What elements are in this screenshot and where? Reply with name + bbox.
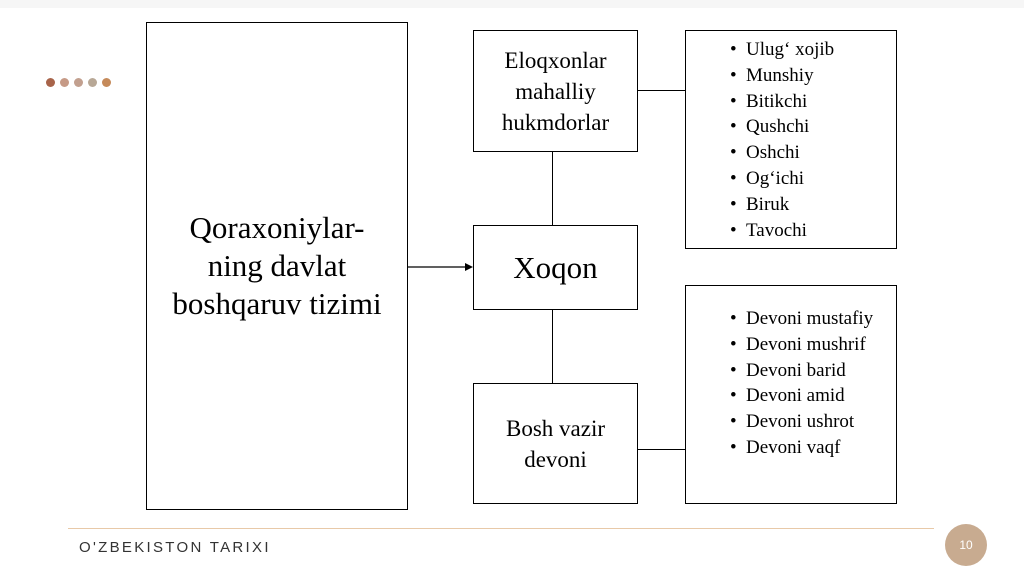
divans-box [685,285,897,504]
local-rulers-label: Eloqxonlar mahalliy hukmdorlar [501,47,610,135]
list-item: • Devoni ushrot [730,409,896,435]
vizier-divan-label: Bosh vazir devoni [505,415,605,472]
list-item: • Devoni mushrif [730,332,896,358]
list-item: • Devoni amid [730,383,896,409]
government-system-label: Qoraxoniylar-ning davlat boshqaruv tizimi [172,210,382,321]
khan-label: Xoqon [513,249,598,285]
officials-list [730,37,834,243]
local-rulers-box [473,30,638,152]
list-item: • Munshiy [730,63,834,89]
list-item: • Oshchi [730,140,834,166]
list-item: • Tavochi [730,218,834,244]
list-item: • Biruk [730,192,834,218]
list-item: • Devoni vaqf [730,435,896,461]
page-number: 10 [959,538,973,552]
list-item: • Og‘ichi [730,166,834,192]
list-item: • Ulug‘ xojib [730,37,834,63]
connector-divans [638,449,685,450]
khan-box [473,225,638,310]
list-item: • Bitikchi [730,89,834,115]
officials-box [685,30,897,249]
footer-divider [68,528,934,529]
connector-khan-top [552,152,553,225]
list-item: • Devoni mustafiy [730,306,896,332]
footer-title: O'ZBEKISTON TARIXI [79,539,271,556]
connector-officials [638,90,685,91]
list-item: • Devoni barid [730,358,896,384]
vizier-divan-box [473,383,638,504]
connector-khan-bottom [552,310,553,383]
divans-list [730,306,896,461]
page-number-badge [945,524,987,566]
arrow-head [465,263,473,271]
list-item: • Qushchi [730,114,834,140]
